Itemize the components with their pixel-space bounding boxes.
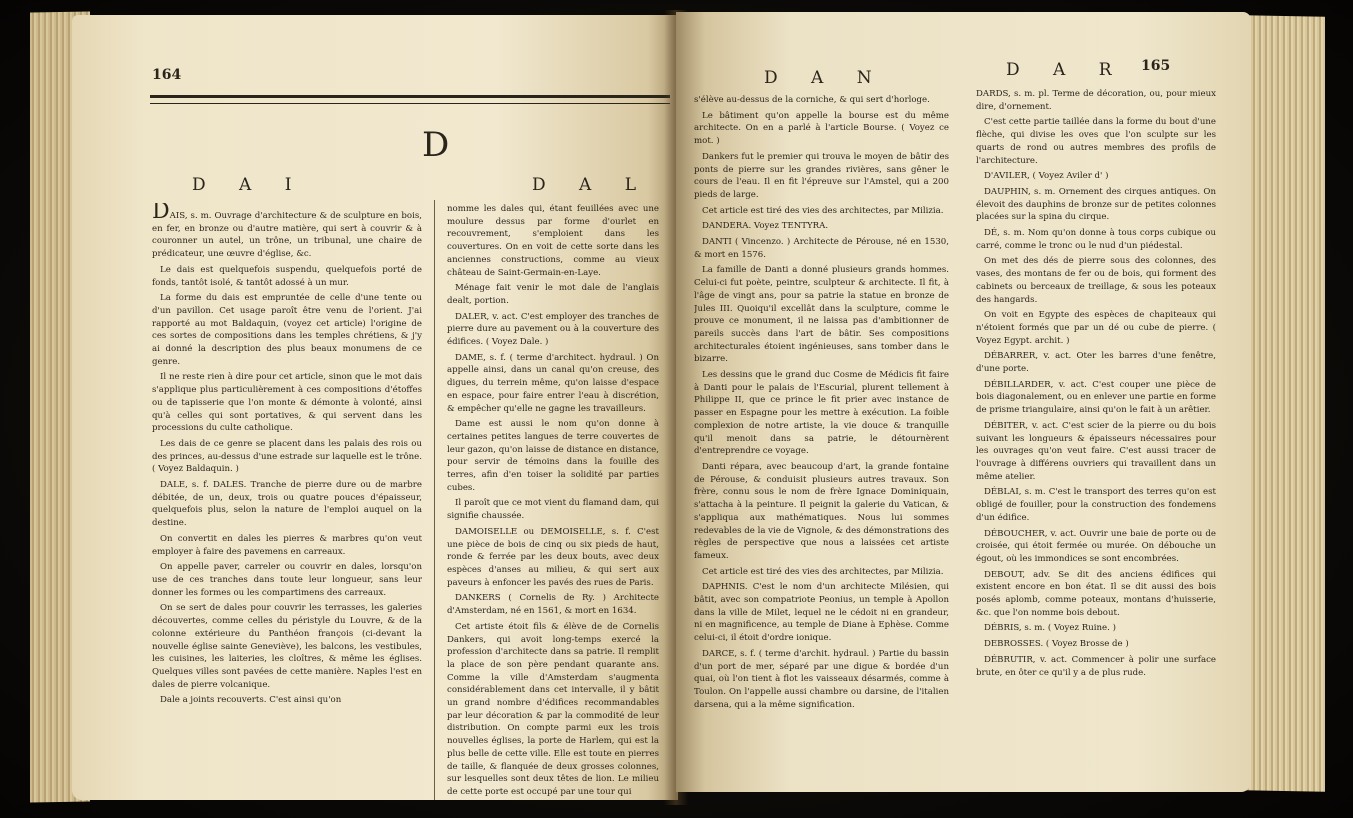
running-head-right: D A R (1006, 60, 1126, 80)
paragraph: Les dessins que le grand duc Cosme de Médicis fit faire à Danti pour le palais de l'Escurial, plurent tellement à Philippe II, que ce prince le fit prier avec instance de passer en Espagne pour les mettre à exécution. La foible complexion de notre artiste, la vie douce & tranquille qu'il menoit dans sa patrie, le détournèrent d'entreprendre ce voyage. (694, 370, 949, 457)
paragraph: On met des dés de pierre sous des colonnes, des vases, des montans de fer ou de bois, qui forment des cabinets ou berceaux de treillage, & sous les poteaux des hangards. (976, 256, 1216, 305)
right-page-edges (1245, 15, 1325, 791)
right-page-column-1 (694, 94, 949, 792)
paragraph: Cet article est tiré des vies des architectes, par Milizia. (702, 566, 944, 577)
entry-deblai: DÉBLAI, s. m. C'est le transport des terres qu'on est obligé de fouiller, pour la construction des fondemens d'un édifice. (976, 487, 1216, 523)
entry-debarrer: DÉBARRER, v. act. Oter les barres d'une fenêtre, d'une porte. (976, 351, 1216, 375)
drop-cap: D (152, 203, 170, 224)
paragraph: Dankers fut le premier qui trouva le moyen de bâtir des ponts de pierre sur les grandes rivières, sans gêner le cours de l'eau. Il en fit l'épreuve sur l'Amstel, qui a 200 pieds de large. (694, 151, 949, 200)
paragraph: Cet artiste étoit fils & élève de de Cornelis Dankers, qui avoit long-temps exercé la profession d'architecte dans sa patrie. Il remplit la place de son père pendant quarante ans. Comme la ville d'Amsterdam s'augmenta considérablement dans cet intervalle, il y bâtit un grand nombre d'édifices recommandables par leur décoration & par la commodité de leur distribution. On compte parmi eux les trois nouvelles églises, la porte de Harlem, qui est la plus belle de cette ville. Elle est toute en pierres de taille, & flanquée de deux grosses colonnes, sur lesquelles sont deux têtes de lion. Le milieu de cette porte est occupé par une tour qui (447, 621, 659, 797)
entry-debrosses: DEBROSSES. ( Voyez Brosse de ) (984, 639, 1129, 650)
entry-dandera: DANDERA. Voyez TENTYRA. (702, 221, 829, 232)
paragraph: La forme du dais est empruntée de celle d'une tente ou d'un pavillon. Cet usage paroît être venu de l'orient. J'ai rapporté au mot Baldaquin, (voyez cet article) l'origine de ces sortes de compositions dans les temples chrétiens, & j'y ai donné la description des plus beaux monumens de ce genre. (152, 293, 422, 367)
entry-daler: DALER, v. act. C'est employer des tranches de pierre dure au pavement ou à la couverture des édifices. ( Voyez Dale. ) (447, 311, 659, 348)
paragraph: Le dais est quelquefois suspendu, quelquefois porté de fonds, tantôt isolé, & tantôt adossé à un mur. (152, 264, 422, 288)
paragraph: Ménage fait venir le mot dale de l'anglais dealt, portion. (447, 283, 659, 306)
entry-debrutir: DÉBRUTIR, v. act. Commencer à polir une surface brute, en ôter ce qu'il y a de plus rude. (976, 654, 1216, 678)
entry-dame: DAME, s. f. ( terme d'architect. hydraul. ) On appelle ainsi, dans un canal qu'on creuse, des digues, du terrein même, qu'on laisse d'espace en espace, pour faire entrer l'eau à discrétion, & empêcher qu'elle ne gagne les travailleurs. (447, 352, 659, 414)
entry-debris: DÉBRIS, s. m. ( Voyez Ruine. ) (984, 623, 1116, 634)
paragraph: On appelle paver, carreler ou couvrir en dales, lorsqu'on use de ces tranches dans toute leur longueur, sans leur donner les formes ou les compartimens des carreaux. (152, 562, 422, 598)
paragraph: Les dais de ce genre se placent dans les palais des rois ou des princes, au-dessus d'une estrade sur laquelle est le trône. ( Voyez Baldaquin. ) (152, 438, 422, 475)
entry-daviler: D'AVILER, ( Voyez Aviler d' ) (984, 171, 1109, 182)
paragraph: Le bâtiment qu'on appelle la bourse est du même architecte. On en a parlé à l'article Bourse. ( Voyez ce mot. ) (694, 110, 949, 147)
left-page (72, 15, 678, 800)
entry-dais: DAIS, s. m. Ouvrage d'architecture & de sculpture en bois, en fer, en bronze ou d'autre matière, qui sert à couvrir & à couronner un autel, un trône, un tribunal, une chaire de prédicateur, une œuvre d'église, &c. (152, 203, 422, 261)
left-page-column-2 (447, 203, 659, 800)
header-rule (150, 95, 670, 104)
entry-daphnis: DAPHNIS. C'est le nom d'un architecte Milésien, qui bâtit, avec son compatriote Peonius, un temple à Apollon dans la ville de Milet, lequel ne le cédoit ni en grandeur, ni en magnificence, au temple de Diane à Ephèse. Comme celui-ci, il étoit d'ordre ionique. (694, 582, 949, 644)
entry-dale: DALE, s. f. DALES. Tranche de pierre dure ou de marbre débitée, de un, deux, trois ou quatre pouces d'épaisseur, quelquefois plus, selon la nature de l'emploi auquel on la destine. (152, 480, 422, 529)
paragraph: On voit en Egypte des espèces de chapiteaux qui n'étoient formés que par un dé ou cube de pierre. ( Voyez Egypt. archit. ) (976, 310, 1216, 346)
page-number-right: 165 (1141, 58, 1171, 74)
entry-de: DÉ, s. m. Nom qu'on donne à tous corps cubique ou carré, comme le tronc ou le nud d'un piédestal. (976, 228, 1216, 251)
right-page-column-2 (976, 88, 1216, 792)
running-head-right: D A L (532, 175, 651, 195)
entry-debout: DEBOUT, adv. Se dit des anciens édifices qui existent encore en bon état. Il se dit aussi des bois posés aplomb, comme poteaux, montans d'huisserie, &c. que l'on nomme bois debout. (976, 569, 1216, 618)
paragraph: s'élève au-dessus de la corniche, & qui sert d'horloge. (694, 95, 930, 105)
entry-dankers: DANKERS ( Cornelis de Ry. ) Architecte d'Amsterdam, né en 1561, & mort en 1634. (447, 593, 659, 617)
paragraph: nomme les dales qui, étant feuillées avec une moulure dessus par forme d'ourlet en recouvrement, s'emploient dans les couvertures. On en voit de cette sorte dans les anciennes constructions, comme au vieux château de Saint-Germain-en-Laye. (447, 204, 659, 278)
column-divider (434, 200, 435, 800)
paragraph: Il ne reste rien à dire pour cet article, sinon que le mot dais s'applique plus particulièrement à ces compositions d'étoffes ou de tapisserie que l'on monte & démonte à volonté, ainsi qu'à celles qui sont portatives, & qui servent dans les processions du culte catholique. (152, 372, 422, 434)
paragraph: La famille de Danti a donné plusieurs grands hommes. Celui-ci fut poète, peintre, sculpteur & architecte. Il fit, à l'âge de vingt ans, pour sa patrie la statue en bronze de Jules III. Quoiqu'il excellât dans la sculpture, comme le prouve ce monument, il ne laissa pas d'ambitionner de pareils succès dans l'art de bâtir. Ses compositions architecturales étoient ingénieuses, sans tomber dans le bizarre. (694, 265, 949, 365)
running-head-left: D A N (764, 68, 886, 88)
entry-dards: DARDS, s. m. pl. Terme de décoration, ou, pour mieux dire, d'ornement. (976, 89, 1216, 112)
entry-debiter: DÉBITER, v. act. C'est scier de la pierre ou du bois suivant les longueurs & épaisseurs nécessaires pour les ouvrages qu'on veut faire. C'est aussi tracer de l'ouvrage à différens ouvriers qui travaillent dans un même atelier. (976, 420, 1216, 482)
entry-danti: DANTI ( Vincenzo. ) Architecte de Pérouse, né en 1530, & mort en 1576. (694, 237, 949, 260)
paragraph: On se sert de dales pour couvrir les terrasses, les galeries découvertes, comme celles du péristyle du Louvre, & de la colonne extérieure du Panthéon françois (ci-devant la nouvelle église sainte Geneviève), les balcons, les vestibules, les cuisines, les laiteries, les cloîtres, & même les églises. Quelques villes sont pavées de cette manière. Naples l'est en dales de pierre volcanique. (152, 603, 422, 690)
paragraph: On convertit en dales les pierres & marbres qu'on veut employer à faire des pavemens en carreaux. (152, 533, 422, 557)
entry-deboucher: DÉBOUCHER, v. act. Ouvrir une baie de porte ou de croisée, qui étoit fermée ou murée. On débouche un égout, où les immondices se sont encombrées. (976, 528, 1216, 564)
paragraph: Dame est aussi le nom qu'on donne à certaines petites langues de terre couvertes de leur gazon, qu'on laisse de distance en distance, pour servir de témoins dans la fouille des terres, afin d'en toiser la solidité par parties cubes. (447, 419, 659, 493)
entry-darce: DARCE, s. f. ( terme d'archit. hydraul. ) Partie du bassin d'un port de mer, séparé par une digue & bordée d'un quai, où l'on tient à flot les vaisseaux désarmés, comme à Toulon. On l'appelle aussi chambre ou darsine, de l'italien darsena, qui a la même signification. (694, 648, 949, 710)
right-page (676, 12, 1251, 792)
paragraph: Dale a joints recouverts. C'est ainsi qu'on (160, 695, 342, 706)
paragraph: C'est cette partie taillée dans la forme du bout d'une flèche, qui divise les oves que l'on sculpte sur les quarts de rond ou autres membres des profils de l'architecture. (976, 117, 1216, 166)
paragraph: Cet article est tiré des vies des architectes, par Milizia. (702, 205, 944, 216)
paragraph: Danti répara, avec beaucoup d'art, la grande fontaine de Pérouse, & conduisit plusieurs autres travaux. Son frère, connu sous le nom de frère Ignace Dominiquain, s'attacha à la peinture. Il peignit la galerie du Vatican, & s'appliqua aux mathématiques. Nous lui sommes redevables de la vie de Vignole, & des démonstrations des règles de perspective que nous a laissées cet artiste fameux. (694, 461, 949, 561)
section-letter: D (422, 125, 450, 165)
entry-damoiselle: DAMOISELLE ou DEMOISELLE, s. f. C'est une pièce de bois de cinq ou six pieds de haut, ronde & ferrée par les deux bouts, avec deux espèces d'anses au milieu, & qui sert aux paveurs à enfoncer les pavés des rues de Paris. (447, 526, 659, 588)
running-head-left: D A I (192, 175, 306, 195)
left-page-column-1 (152, 203, 422, 800)
paragraph: Il paroît que ce mot vient du flamand dam, qui signifie chaussée. (447, 498, 659, 522)
entry-debillarder: DÉBILLARDER, v. act. C'est couper une pièce de bois diagonalement, ou en enlever une partie en forme de prisme triangulaire, ainsi qu'on le fait à un arêtier. (976, 379, 1216, 416)
entry-dauphin: DAUPHIN, s. m. Ornement des cirques antiques. On élevoit des dauphins de bronze sur de petites colonnes placées sur la spina du cirque. (976, 186, 1216, 223)
page-number-left: 164 (152, 67, 182, 83)
